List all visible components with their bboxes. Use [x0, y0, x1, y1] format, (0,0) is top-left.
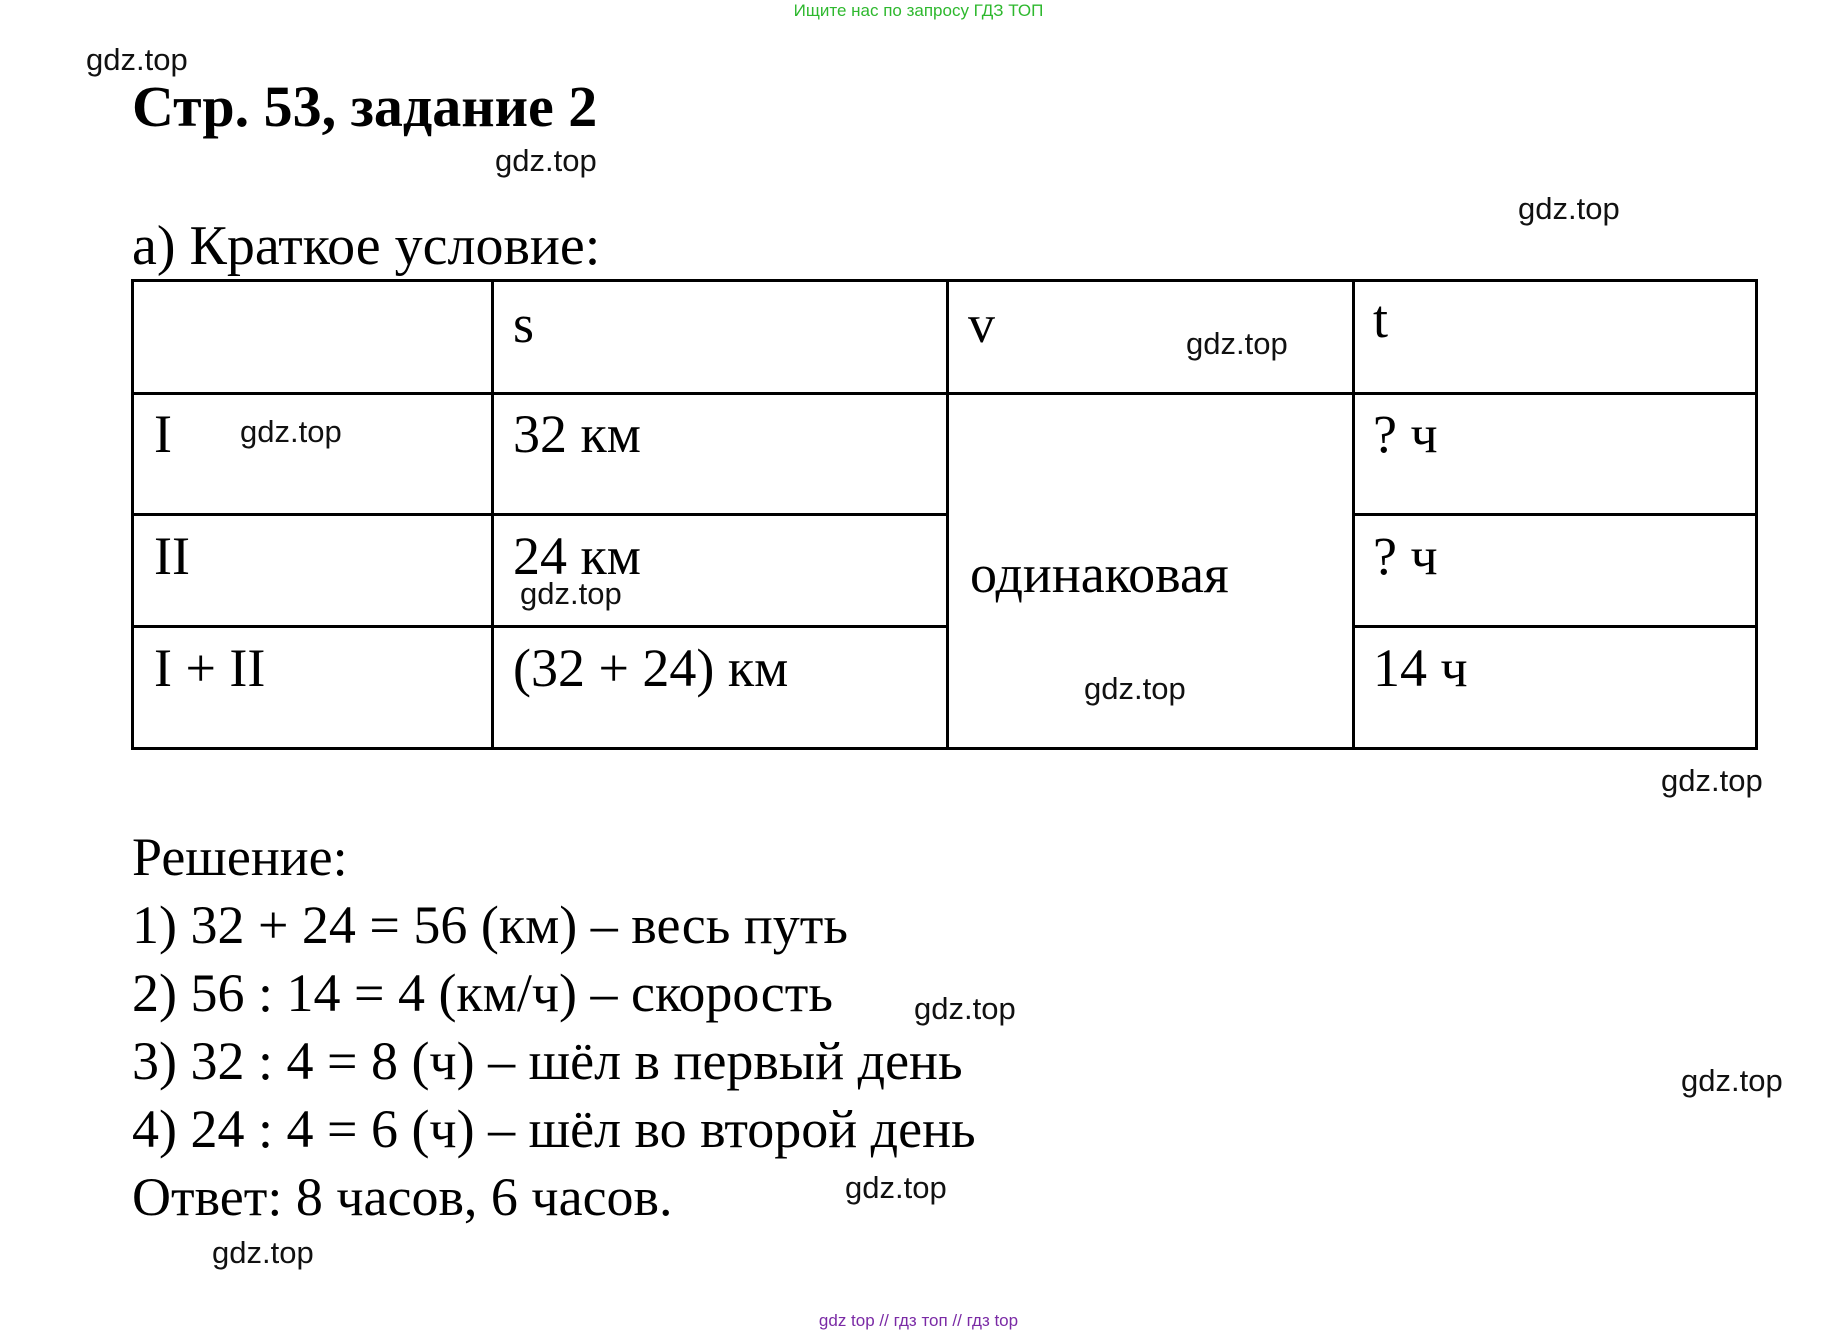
solution-step: 3) 32 : 4 = 8 (ч) – шёл в первый день [132, 1031, 963, 1091]
top-banner[interactable]: Ищите нас по запросу ГДЗ ТОП [793, 1, 1044, 20]
table-row-label: I + II [154, 638, 266, 698]
table-divider [134, 392, 1755, 395]
table-header-s: s [513, 294, 535, 354]
table-row-label: I [154, 404, 172, 464]
watermark: gdz.top [914, 991, 1016, 1026]
table-cell-t: 14 ч [1373, 638, 1468, 698]
table-cell-t: ? ч [1373, 404, 1438, 464]
footer-links[interactable]: gdz top // гдз топ // гдз top [818, 1311, 1019, 1330]
watermark: gdz.top [1661, 763, 1763, 798]
watermark: gdz.top [495, 143, 597, 178]
page-title: Стр. 53, задание 2 [132, 74, 598, 139]
solution-heading: Решение: [132, 827, 348, 887]
watermark: gdz.top [1186, 326, 1288, 361]
watermark: gdz.top [1681, 1063, 1783, 1098]
answer: Ответ: 8 часов, 6 часов. [132, 1167, 673, 1227]
table-divider [1352, 625, 1755, 628]
table-header-t: t [1373, 289, 1389, 349]
table-header-v: v [968, 294, 995, 354]
condition-table [131, 279, 1758, 750]
watermark: gdz.top [520, 576, 622, 611]
watermark: gdz.top [86, 42, 188, 77]
table-cell-v-merged: одинаковая [970, 544, 1229, 604]
table-cell-s: 24 км [513, 526, 641, 586]
watermark: gdz.top [1084, 671, 1186, 706]
watermark: gdz.top [1518, 191, 1620, 226]
table-cell-s: 32 км [513, 404, 641, 464]
table-divider [134, 625, 947, 628]
solution-step: 4) 24 : 4 = 6 (ч) – шёл во второй день [132, 1099, 976, 1159]
watermark: gdz.top [845, 1170, 947, 1205]
solution-step: 2) 56 : 14 = 4 (км/ч) – скорость [132, 963, 833, 1023]
table-cell-s: (32 + 24) км [513, 638, 789, 698]
watermark: gdz.top [240, 414, 342, 449]
table-divider [1352, 513, 1755, 516]
solution-step: 1) 32 + 24 = 56 (км) – весь путь [132, 895, 848, 955]
table-row-label: II [154, 526, 190, 586]
watermark: gdz.top [212, 1235, 314, 1270]
table-cell-t: ? ч [1373, 526, 1438, 586]
table-divider [134, 513, 947, 516]
condition-heading: а) Краткое условие: [132, 215, 601, 277]
